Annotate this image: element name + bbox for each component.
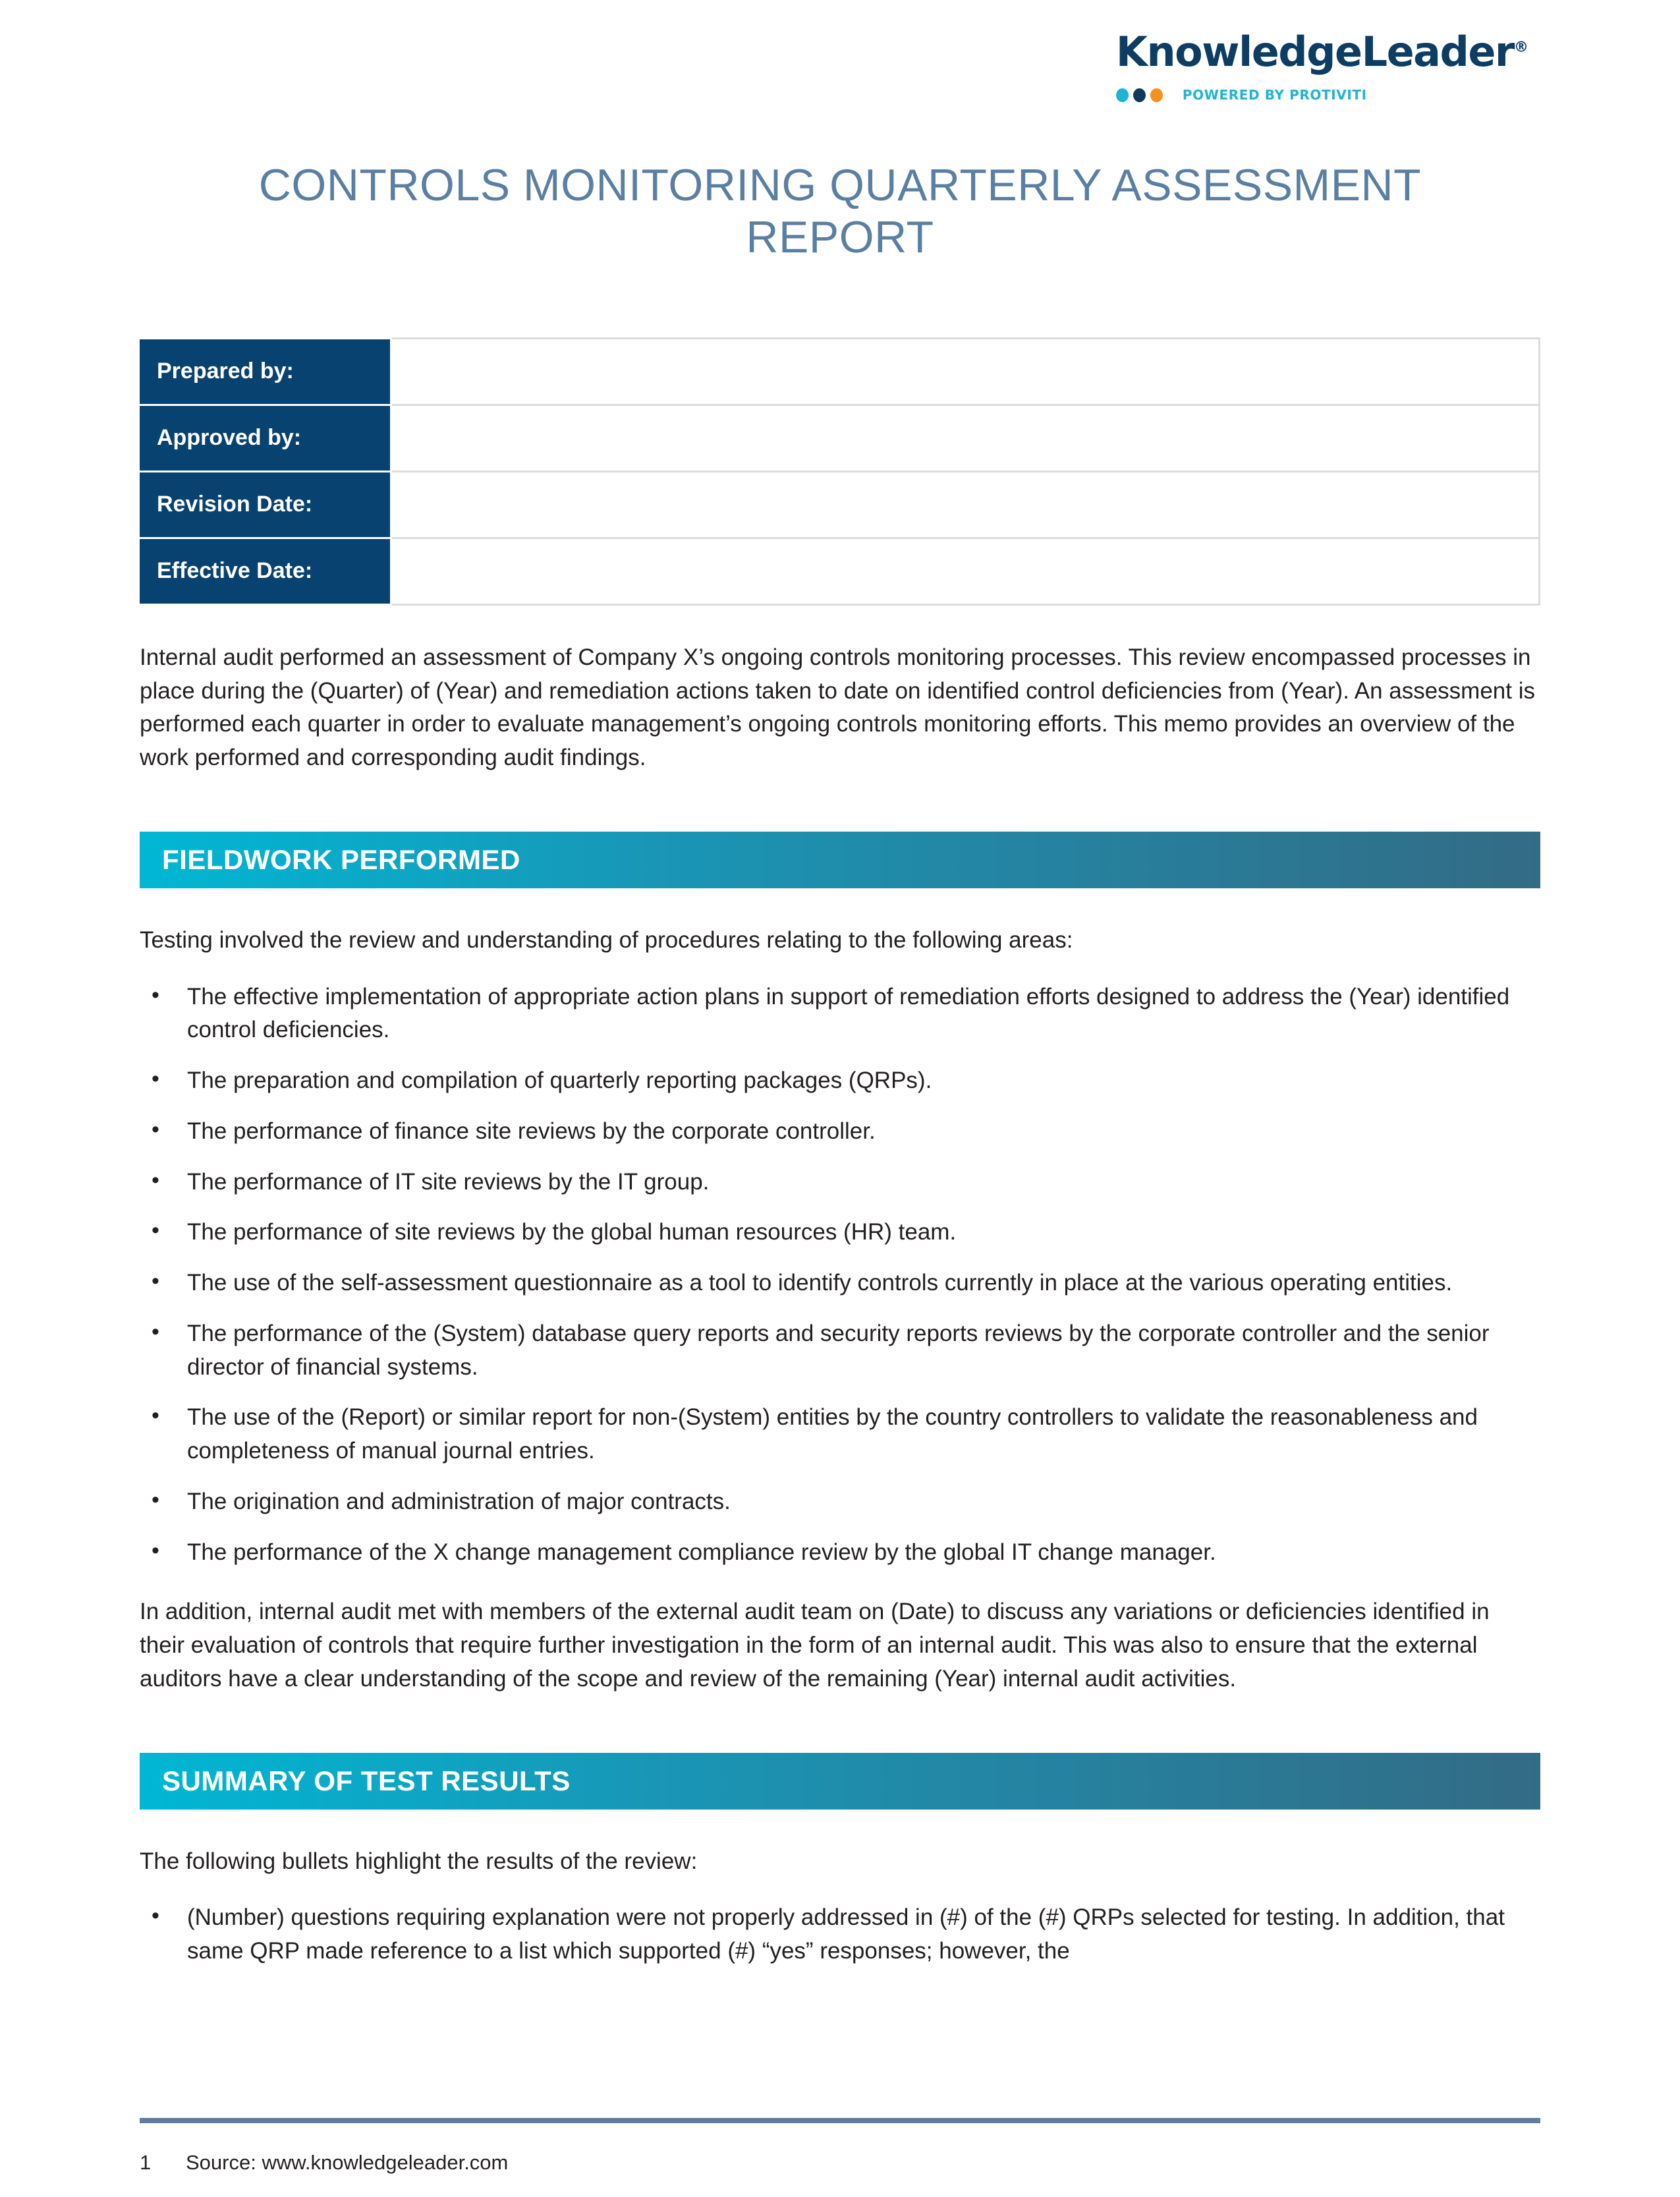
- page-title: CONTROLS MONITORING QUARTERLY ASSESSMENT REPORT: [258, 160, 1422, 262]
- meta-label-approved-by: Approved by:: [140, 405, 391, 471]
- protiviti-dots-icon: [1116, 88, 1163, 102]
- footer-source: Source: www.knowledgeleader.com: [186, 2151, 509, 2174]
- dot-cyan-icon: [1116, 88, 1129, 102]
- list-item: • The performance of IT site reviews by the IT group.: [140, 1166, 1540, 1199]
- meta-value-effective-date[interactable]: [391, 538, 1540, 604]
- meta-value-approved-by[interactable]: [391, 405, 1540, 471]
- list-item: • The preparation and compilation of quarterly reporting packages (QRPs).: [140, 1064, 1540, 1098]
- table-row: [140, 538, 1540, 604]
- registered-trademark-icon: ®: [1514, 39, 1528, 56]
- list-item: • The performance of finance site reviews by the corporate controller.: [140, 1115, 1540, 1149]
- list-item: • The effective implementation of appropriate action plans in support of remediation efforts designed to address the (Year) identified control deficiencies.: [140, 981, 1540, 1048]
- footer-divider: [140, 2118, 1540, 2123]
- fieldwork-lead-paragraph: Testing involved the review and understanding of procedures relating to the following areas:: [140, 927, 1073, 953]
- logo-wordmark: [1115, 28, 1528, 76]
- fieldwork-closing-paragraph: In addition, internal audit met with members of the external audit team on (Date) to discuss any variations or deficiencies identified in their evaluation of controls that require further investigation in the form of an internal audit. This was also to ensure that the external auditors have a clear understanding of the scope and review of the remaining (Year) internal audit activities.: [140, 1599, 1490, 1692]
- section-banner-summary-of-test-results: [140, 1753, 1540, 1810]
- table-row: [140, 405, 1540, 471]
- dot-orange-icon: [1150, 88, 1163, 102]
- logo-tagline: [1116, 87, 1367, 103]
- meta-label-effective-date: Effective Date:: [140, 538, 391, 604]
- list-item: • The performance of site reviews by the global human resources (HR) team.: [140, 1216, 1540, 1249]
- list-item: • The performance of the (System) database query reports and security reports reviews by the corporate controller and the senior director of financial systems.: [140, 1317, 1540, 1384]
- section-banner-fieldwork-performed: [140, 832, 1540, 888]
- meta-label-prepared-by: Prepared by:: [140, 338, 391, 405]
- meta-label-revision-date: Revision Date:: [140, 471, 391, 538]
- list-item: • The use of the (Report) or similar report for non-(System) entities by the country controllers to validate the reasonableness and completeness of manual journal entries.: [140, 1401, 1540, 1468]
- section-heading-fieldwork-performed: FIELDWORK PERFORMED: [162, 843, 520, 875]
- table-row: [140, 471, 1540, 538]
- list-item: • The performance of the X change management compliance review by the global IT change manager.: [140, 1536, 1540, 1570]
- footer-page-number: 1: [140, 2151, 152, 2174]
- logo-wordmark-text: KnowledgeLeader: [1115, 28, 1514, 76]
- fieldwork-bullet-list: [140, 981, 1540, 1570]
- dot-navy-icon: [1133, 88, 1146, 102]
- summary-lead-paragraph: The following bullets highlight the results of the review:: [140, 1848, 698, 1874]
- list-item: • The origination and administration of major contracts.: [140, 1485, 1540, 1519]
- section-heading-summary-of-test-results: SUMMARY OF TEST RESULTS: [162, 1765, 571, 1796]
- knowledgeleader-logo: [1115, 28, 1540, 103]
- summary-bullet-list: [140, 1901, 1540, 1968]
- list-item: • The use of the self-assessment questionnaire as a tool to identify controls currently in place at the various operating entities.: [140, 1267, 1540, 1300]
- page-header: [140, 0, 1540, 103]
- intro-paragraph: Internal audit performed an assessment of Company X’s ongoing controls monitoring processes. This review encompassed processes in place during the (Quarter) of (Year) and remediation actions taken to date on identified control deficiencies from (Year). An assessment is performed each quarter in order to evaluate management’s ongoing controls monitoring efforts. This memo provides an overview of the work performed and corresponding audit findings.: [140, 644, 1535, 770]
- list-item: • (Number) questions requiring explanation were not properly addressed in (#) of the (#) QRPs selected for testing. In addition, that same QRP made reference to a list which supported (#) “yes” responses; however, the: [140, 1901, 1540, 1968]
- table-row: [140, 338, 1540, 405]
- meta-value-prepared-by[interactable]: [391, 338, 1540, 405]
- meta-value-revision-date[interactable]: [391, 471, 1540, 538]
- page-footer: [140, 2151, 508, 2175]
- document-metadata-table: [140, 337, 1540, 606]
- logo-tagline-text: POWERED BY PROTIVITI: [1182, 87, 1367, 103]
